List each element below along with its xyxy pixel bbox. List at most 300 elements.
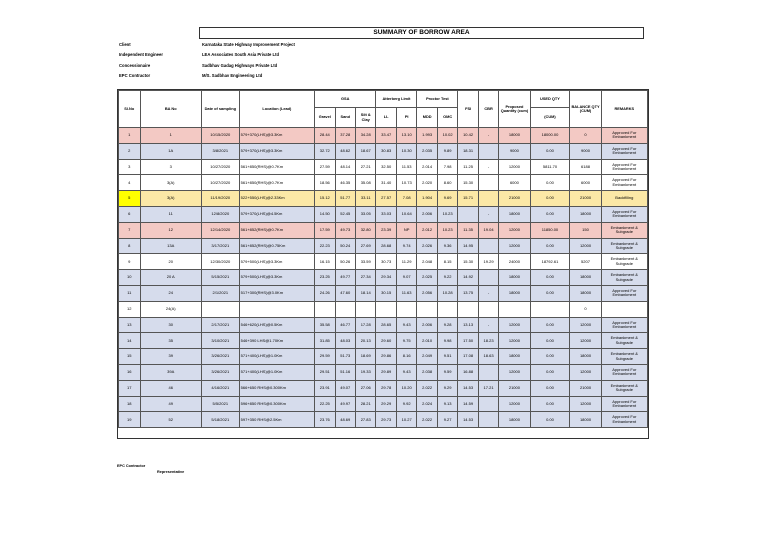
- cell-gravel: 29.59: [315, 349, 335, 365]
- project-info: [119, 39, 295, 81]
- col-header-mdd: MDD: [417, 108, 437, 128]
- cell-silt-clay: 19.33: [355, 364, 375, 380]
- cell-slno: 17: [119, 380, 141, 396]
- cell-ba-no: 24(A): [140, 301, 201, 317]
- cell-cbr: [478, 396, 498, 412]
- cell-omc: 9.29: [437, 380, 457, 396]
- col-header-date: Date of sampling: [201, 91, 239, 128]
- cell-proposed-qty: 12000: [499, 222, 530, 238]
- cell-location: 546+390 LHS@1.70Km: [239, 333, 314, 349]
- cell-balance-qty: 18000: [570, 285, 601, 301]
- cell-pi: 9.75: [396, 333, 416, 349]
- cell-remarks: Embankment & Subgrade: [601, 333, 647, 349]
- cell-balance-qty: 5207: [570, 254, 601, 270]
- cell-sand: 51.73: [335, 349, 355, 365]
- cell-cbr: [478, 412, 498, 428]
- cell-fsi: 14.95: [458, 238, 478, 254]
- cell-ba-no: 13A: [140, 238, 201, 254]
- cell-ba-no: 30: [140, 317, 201, 333]
- cell-mdd: 2.010: [417, 333, 437, 349]
- cell-proposed-qty: 12000: [499, 333, 530, 349]
- cell-slno: 16: [119, 364, 141, 380]
- cell-silt-clay: 18.69: [355, 349, 375, 365]
- cell-pi: 10.27: [396, 412, 416, 428]
- cell-used-qty: 0.00: [530, 238, 570, 254]
- cell-mdd: 1.904: [417, 191, 437, 207]
- cell-slno: 7: [119, 222, 141, 238]
- cell-silt-clay: 28.21: [355, 396, 375, 412]
- cell-ba-no: 46: [140, 380, 201, 396]
- cell-proposed-qty: 18000: [499, 128, 530, 144]
- cell-ll: 29.73: [376, 412, 396, 428]
- cell-slno: 9: [119, 254, 141, 270]
- cell-proposed-qty: 12000: [499, 317, 530, 333]
- cell-proposed-qty: 12000: [499, 159, 530, 175]
- cell-omc: 9.69: [437, 191, 457, 207]
- cell-gravel: 24.26: [315, 285, 335, 301]
- cell-used-qty: 18000.00: [530, 128, 570, 144]
- meta-row-concessionaire: [119, 60, 295, 71]
- cell-pi: 9.92: [396, 396, 416, 412]
- cell-date: 4/16/2021: [201, 380, 239, 396]
- cell-ba-no: 39A: [140, 364, 201, 380]
- cell-sand: 48.69: [335, 412, 355, 428]
- cell-pi: NP: [396, 222, 416, 238]
- cell-gravel: 23.25: [315, 270, 335, 286]
- cell-date: 12/8/2020: [201, 206, 239, 222]
- cell-fsi: 13.75: [458, 285, 478, 301]
- table-row: [119, 143, 648, 159]
- cell-remarks: Approved For Embankment: [601, 206, 647, 222]
- cell-used-qty: 0.00: [530, 380, 570, 396]
- cell-balance-qty: 0: [570, 128, 601, 144]
- cell-remarks: Backfilling: [601, 191, 647, 207]
- cell-gravel: 28.44: [315, 128, 335, 144]
- cell-mdd: 2.056: [417, 285, 437, 301]
- meta-row-engineer: [119, 50, 295, 61]
- cell-ll: 31.40: [376, 175, 396, 191]
- cell-fsi: 16.88: [458, 364, 478, 380]
- meta-label: Client: [119, 41, 131, 47]
- page-title: SUMMARY OF BORROW AREA: [199, 27, 644, 39]
- cell-fsi: 14.53: [458, 380, 478, 396]
- cell-gravel: 35.58: [315, 317, 335, 333]
- cell-ll: 29.34: [376, 270, 396, 286]
- cell-gravel: 29.51: [315, 364, 335, 380]
- cell-sand: 48.62: [335, 143, 355, 159]
- col-header-location: Location (Lead): [239, 91, 314, 128]
- cell-fsi: 15.30: [458, 175, 478, 191]
- col-header-sand: Sand: [335, 108, 355, 128]
- cell-mdd: 2.038: [417, 364, 437, 380]
- table-row: [119, 254, 648, 270]
- cell-gravel: 31.85: [315, 333, 335, 349]
- cell-date: 5/15/2021: [201, 270, 239, 286]
- cell-omc: 9.27: [437, 412, 457, 428]
- cell-balance-qty: 0: [570, 301, 601, 317]
- cell-ll: 29.86: [376, 349, 396, 365]
- cell-cbr: -: [478, 159, 498, 175]
- cell-pi: 10.64: [396, 206, 416, 222]
- cell-used-qty: 0.00: [530, 143, 570, 159]
- cell-remarks: Embankment & Subgrade: [601, 238, 647, 254]
- cell-cbr: -: [478, 285, 498, 301]
- table-row: [119, 333, 648, 349]
- cell-location: 561+850(RHS)@0.7Km: [239, 175, 314, 191]
- cell-fsi: 14.92: [458, 270, 478, 286]
- cell-location: 566+650 RHS@0.300Km: [239, 380, 314, 396]
- cell-gravel: [315, 301, 335, 317]
- cell-omc: 9.28: [437, 317, 457, 333]
- cell-gravel: 14.50: [315, 206, 335, 222]
- cell-remarks: Approved For Embankment: [601, 285, 647, 301]
- cell-slno: 4: [119, 175, 141, 191]
- cell-date: 5/18/2021: [201, 412, 239, 428]
- cell-ba-no: 11: [140, 206, 201, 222]
- cell-fsi: [458, 301, 478, 317]
- cell-slno: 5: [119, 191, 141, 207]
- col-header-proctor: Proctor Test: [417, 91, 458, 108]
- table-row: [119, 206, 648, 222]
- cell-sand: 51.77: [335, 191, 355, 207]
- cell-slno: 19: [119, 412, 141, 428]
- cell-sand: 52.45: [335, 206, 355, 222]
- cell-sand: 50.26: [335, 254, 355, 270]
- cell-sand: 51.16: [335, 364, 355, 380]
- cell-pi: [396, 301, 416, 317]
- cell-ll: [376, 301, 396, 317]
- cell-ba-no: 3: [140, 159, 201, 175]
- cell-used-qty: 0.00: [530, 349, 570, 365]
- cell-silt-clay: 34.28: [355, 128, 375, 144]
- cell-omc: 9.59: [437, 364, 457, 380]
- cell-ba-no: 20: [140, 254, 201, 270]
- col-header-used-qty: USED QTY: [530, 91, 570, 108]
- cell-location: [239, 301, 314, 317]
- cell-location: 579+500(LHS)@3.3Km: [239, 270, 314, 286]
- cell-used-qty: 0.00: [530, 412, 570, 428]
- cell-pi: 9.43: [396, 364, 416, 380]
- meta-row-contractor: [119, 71, 295, 82]
- cell-sand: 48.03: [335, 333, 355, 349]
- col-header-used-cum: (CUM): [530, 108, 570, 128]
- col-header-balance-qty: BALANCE QTY (CUM): [570, 91, 601, 128]
- cell-omc: 9.51: [437, 349, 457, 365]
- cell-ba-no: 1: [140, 128, 201, 144]
- cell-balance-qty: 21000: [570, 191, 601, 207]
- cell-sand: 49.07: [335, 380, 355, 396]
- cell-slno: 6: [119, 206, 141, 222]
- cell-mdd: 2.006: [417, 317, 437, 333]
- cell-date: 5/5/2021: [201, 396, 239, 412]
- cell-location: 517+300(RHS)@3.0Km: [239, 285, 314, 301]
- cell-proposed-qty: 12000: [499, 364, 530, 380]
- cell-ll: 30.15: [376, 285, 396, 301]
- cell-remarks: Approved For Embankment: [601, 128, 647, 144]
- cell-slno: 12: [119, 301, 141, 317]
- cell-ll: 33.47: [376, 128, 396, 144]
- cell-proposed-qty: 12000: [499, 238, 530, 254]
- table-row: [119, 317, 648, 333]
- cell-mdd: 2.026: [417, 238, 437, 254]
- col-header-omc: OMC: [437, 108, 457, 128]
- cell-ba-no: 12: [140, 222, 201, 238]
- cell-ll: 27.57: [376, 191, 396, 207]
- cell-date: 10/15/2020: [201, 128, 239, 144]
- cell-pi: 11.53: [396, 159, 416, 175]
- cell-silt-clay: 32.80: [355, 222, 375, 238]
- cell-used-qty: 5811.70: [530, 159, 570, 175]
- cell-date: 11/19/2020: [201, 191, 239, 207]
- cell-proposed-qty: 21000: [499, 380, 530, 396]
- cell-remarks: Approved For Embankment: [601, 396, 647, 412]
- table-row: [119, 412, 648, 428]
- cell-proposed-qty: 9000: [499, 143, 530, 159]
- cell-pi: 7.08: [396, 191, 416, 207]
- cell-gravel: 18.56: [315, 175, 335, 191]
- table-row: [119, 301, 648, 317]
- cell-date: 3/26/2021: [201, 364, 239, 380]
- cell-proposed-qty: 18000: [499, 412, 530, 428]
- cell-silt-clay: [355, 301, 375, 317]
- cell-ba-no: 39: [140, 349, 201, 365]
- cell-balance-qty: 18000: [570, 270, 601, 286]
- cell-remarks: Approved For Embankment: [601, 364, 647, 380]
- cell-remarks: Approved For Embankment: [601, 412, 647, 428]
- cell-location: 579+370(LHS)@4.5Km: [239, 206, 314, 222]
- cell-cbr: [478, 270, 498, 286]
- cell-fsi: [458, 206, 478, 222]
- cell-pi: 8.16: [396, 349, 416, 365]
- cell-cbr: 18.63: [478, 349, 498, 365]
- cell-cbr: 19.29: [478, 254, 498, 270]
- cell-used-qty: 0.00: [530, 333, 570, 349]
- borrow-area-table-frame: [117, 89, 649, 439]
- cell-pi: 10.20: [396, 380, 416, 396]
- cell-used-qty: 0.00: [530, 191, 570, 207]
- table-row: [119, 270, 648, 286]
- footer-contractor-label: EPC Contractor: [117, 464, 146, 468]
- table-row: [119, 222, 648, 238]
- cell-sand: [335, 301, 355, 317]
- meta-value: Karnataka State Highway Improvement Project: [202, 41, 295, 47]
- cell-cbr: [478, 191, 498, 207]
- cell-fsi: 15.71: [458, 191, 478, 207]
- cell-pi: 9.07: [396, 270, 416, 286]
- cell-used-qty: 0.00: [530, 364, 570, 380]
- cell-remarks: Embankment & Subgrade: [601, 380, 647, 396]
- cell-sand: 50.24: [335, 238, 355, 254]
- col-header-proposed-qty: Proposed Quantity (cum): [499, 91, 530, 128]
- cell-gravel: 23.76: [315, 412, 335, 428]
- cell-pi: 11.63: [396, 285, 416, 301]
- col-header-slno: Sl.No: [119, 91, 141, 128]
- cell-cbr: -: [478, 317, 498, 333]
- col-header-atterberg: Atterberg Limit: [376, 91, 417, 108]
- cell-fsi: 10.42: [458, 128, 478, 144]
- cell-silt-clay: 33.11: [355, 191, 375, 207]
- cell-silt-clay: 33.59: [355, 254, 375, 270]
- cell-used-qty: 18792.61: [530, 254, 570, 270]
- cell-omc: [437, 301, 457, 317]
- cell-omc: 8.60: [437, 175, 457, 191]
- cell-slno: 8: [119, 238, 141, 254]
- cell-date: 12/14/2020: [201, 222, 239, 238]
- header-row-top: [119, 91, 648, 108]
- cell-ll: 29.60: [376, 333, 396, 349]
- cell-used-qty: 0.00: [530, 270, 570, 286]
- cell-remarks: Embankment & Subgrade: [601, 270, 647, 286]
- table-row: [119, 349, 648, 365]
- cell-balance-qty: 12000: [570, 333, 601, 349]
- meta-value: Sadbhav Gadag Highways Private Ltd: [202, 62, 278, 68]
- table-row: [119, 285, 648, 301]
- cell-mdd: 2.035: [417, 143, 437, 159]
- cell-balance-qty: 9000: [570, 143, 601, 159]
- cell-slno: 3: [119, 159, 141, 175]
- table-row: [119, 175, 648, 191]
- cell-location: 579+500(LHS)@3.3Km: [239, 254, 314, 270]
- cell-ba-no: 49: [140, 396, 201, 412]
- meta-label: Concessionaire: [119, 62, 151, 68]
- cell-location: 546+620(LHS)@0.5Km: [239, 317, 314, 333]
- cell-ba-no: 3(A): [140, 175, 201, 191]
- cell-balance-qty: 12000: [570, 364, 601, 380]
- table-row: [119, 128, 648, 144]
- col-header-pi: PI: [396, 108, 416, 128]
- cell-proposed-qty: [499, 301, 530, 317]
- cell-cbr: -: [478, 206, 498, 222]
- cell-proposed-qty: 18000: [499, 206, 530, 222]
- cell-ba-no: 20 A: [140, 270, 201, 286]
- cell-balance-qty: 12000: [570, 238, 601, 254]
- cell-used-qty: 0.00: [530, 396, 570, 412]
- cell-location: 561+852(RHS)@0.7Km: [239, 222, 314, 238]
- cell-balance-qty: 21000: [570, 380, 601, 396]
- table-row: [119, 159, 648, 175]
- cell-fsi: 18.31: [458, 143, 478, 159]
- cell-slno: 1: [119, 128, 141, 144]
- cell-sand: 49.73: [335, 222, 355, 238]
- cell-location: 597+350 RHS@2.5Km: [239, 412, 314, 428]
- cell-omc: 10.28: [437, 285, 457, 301]
- cell-ba-no: 1A: [140, 143, 201, 159]
- table-row: [119, 380, 648, 396]
- cell-location: 579+370(LHS)@3.3Km: [239, 143, 314, 159]
- cell-date: 3/17/2021: [201, 238, 239, 254]
- cell-mdd: 2.006: [417, 206, 437, 222]
- cell-pi: 9.74: [396, 238, 416, 254]
- cell-mdd: 1.993: [417, 128, 437, 144]
- cell-date: 3/26/2021: [201, 349, 239, 365]
- cell-remarks: Approved For Embankment: [601, 143, 647, 159]
- cell-location: 571+400(LHS)@1.0Km: [239, 364, 314, 380]
- cell-mdd: 2.049: [417, 349, 437, 365]
- col-header-ll: LL: [376, 108, 396, 128]
- cell-mdd: 2.048: [417, 254, 437, 270]
- cell-ll: 33.03: [376, 206, 396, 222]
- cell-remarks: Embankment & Subgrade: [601, 254, 647, 270]
- cell-omc: 7.98: [437, 159, 457, 175]
- cell-ba-no: 3(A): [140, 191, 201, 207]
- cell-mdd: 2.012: [417, 222, 437, 238]
- cell-used-qty: 0.00: [530, 285, 570, 301]
- cell-location: 522+550(LHS)@2.33Km: [239, 191, 314, 207]
- cell-ba-no: 35: [140, 333, 201, 349]
- table-row: [119, 396, 648, 412]
- cell-gravel: 17.59: [315, 222, 335, 238]
- col-header-remarks: REMARKS: [601, 91, 647, 128]
- cell-omc: 10.23: [437, 222, 457, 238]
- cell-silt-clay: 27.21: [355, 159, 375, 175]
- cell-sand: 47.60: [335, 285, 355, 301]
- col-header-gsa: GSA: [315, 91, 376, 108]
- cell-gravel: 16.15: [315, 254, 335, 270]
- cell-fsi: 17.50: [458, 333, 478, 349]
- cell-location: 596+850 RHS@0.300Km: [239, 396, 314, 412]
- meta-value: M/S. Sadbhav Engineering Ltd: [202, 73, 263, 79]
- table-row: [119, 191, 648, 207]
- cell-cbr: [478, 301, 498, 317]
- cell-mdd: 2.014: [417, 159, 437, 175]
- col-header-silt-clay: Silt & Clay: [355, 108, 375, 128]
- cell-mdd: 2.025: [417, 270, 437, 286]
- cell-omc: 10.02: [437, 128, 457, 144]
- cell-remarks: Embankment & Subgrade: [601, 349, 647, 365]
- cell-ll: 32.50: [376, 159, 396, 175]
- cell-sand: 46.35: [335, 175, 355, 191]
- cell-fsi: 15.30: [458, 254, 478, 270]
- meta-row-client: [119, 39, 295, 50]
- cell-location: 561+850(RHS)@0.7Km: [239, 159, 314, 175]
- cell-cbr: -: [478, 128, 498, 144]
- cell-mdd: 2.024: [417, 396, 437, 412]
- cell-pi: 10.73: [396, 175, 416, 191]
- cell-gravel: 27.59: [315, 159, 335, 175]
- cell-sand: 37.28: [335, 128, 355, 144]
- cell-cbr: [478, 175, 498, 191]
- cell-ll: 23.39: [376, 222, 396, 238]
- cell-cbr: [478, 143, 498, 159]
- cell-silt-clay: 20.13: [355, 333, 375, 349]
- cell-remarks: Approved For Embankment: [601, 317, 647, 333]
- cell-gravel: 22.25: [315, 396, 335, 412]
- cell-ba-no: 52: [140, 412, 201, 428]
- cell-mdd: 2.022: [417, 412, 437, 428]
- cell-remarks: Approved For Embankment: [601, 175, 647, 191]
- cell-silt-clay: 33.05: [355, 206, 375, 222]
- cell-gravel: 15.12: [315, 191, 335, 207]
- borrow-area-table: [118, 90, 648, 428]
- cell-ll: 30.83: [376, 143, 396, 159]
- col-header-ba-no: BA No: [140, 91, 201, 128]
- cell-cbr: 17.21: [478, 380, 498, 396]
- cell-silt-clay: 27.69: [355, 238, 375, 254]
- cell-fsi: 11.25: [458, 159, 478, 175]
- cell-used-qty: [530, 301, 570, 317]
- cell-silt-clay: 35.08: [355, 175, 375, 191]
- table-body: [119, 128, 648, 428]
- cell-used-qty: 0.00: [530, 175, 570, 191]
- cell-location: 579+370(LHS)@3.3Km: [239, 128, 314, 144]
- cell-balance-qty: 18000: [570, 349, 601, 365]
- cell-silt-clay: 18.67: [355, 143, 375, 159]
- cell-omc: 8.15: [437, 254, 457, 270]
- cell-silt-clay: 27.83: [355, 412, 375, 428]
- cell-cbr: [478, 364, 498, 380]
- cell-sand: 49.97: [335, 396, 355, 412]
- cell-pi: 11.29: [396, 254, 416, 270]
